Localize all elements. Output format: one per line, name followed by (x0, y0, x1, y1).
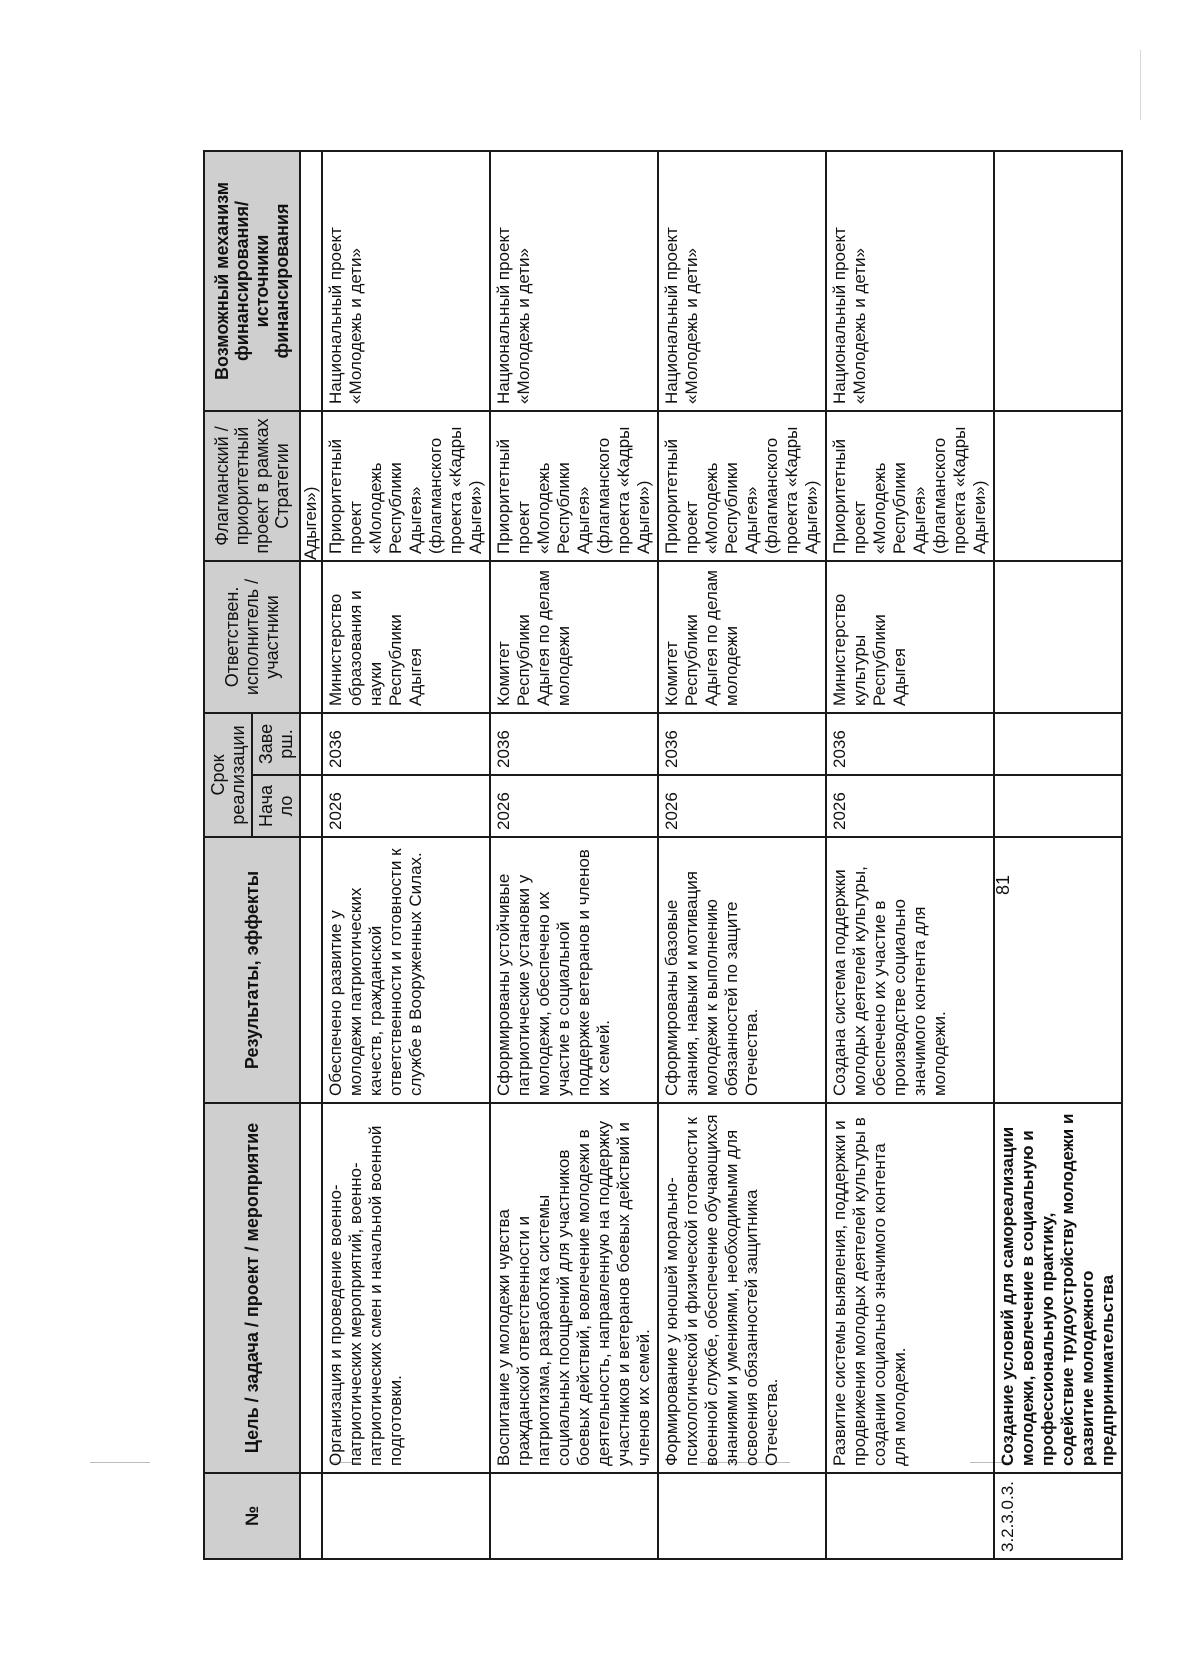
row-financing: Национальный проект «Молодежь и дети» (658, 151, 826, 411)
row-goal: Формирование у юношей морально-психологической и физической готовности к военной службе, обеспечение обучающихся знаниями и умениями, необходимыми для освоения обязанностей защитника Отечества. (658, 1103, 826, 1473)
col-results-header: Результаты, эффекты (204, 837, 300, 1103)
row-responsible: Комитет Республики Адыгея по делам молодежи (658, 561, 826, 713)
continuation-flagship: Адыгеи») (300, 411, 322, 561)
col-num-header: № (204, 1473, 300, 1559)
row-financing: Национальный проект «Молодежь и дети» (322, 151, 490, 411)
page-number: 81 (993, 874, 1013, 895)
row-start: 2026 (322, 775, 490, 837)
row-end: 2036 (658, 713, 826, 775)
col-start-header: Начало (252, 775, 300, 837)
col-flagship-header: Флагманский / приоритетный проект в рамках Стратегии (204, 411, 300, 561)
row-goal: Развитие системы выявления, поддержки и продвижения молодых деятелей культуры в создании социально значимого контента для молодежи. (826, 1103, 994, 1473)
row-start: 2026 (490, 775, 658, 837)
section-num: 3.2.3.0.3. (994, 1473, 1122, 1559)
row-end: 2036 (490, 713, 658, 775)
row-responsible: Министерство культуры Республики Адыгея (826, 561, 994, 713)
table-header-row (204, 151, 252, 1559)
row-end: 2036 (826, 713, 994, 775)
row-results: Обеспечено развитие у молодежи патриотических качеств, гражданской ответственности и готовности к службе в Вооруженных Силах. (322, 837, 490, 1103)
table-row (826, 151, 994, 1559)
row-start: 2026 (658, 775, 826, 837)
row-results: Создана система поддержки молодых деятелей культуры, обеспечено их участие в производстве социально значимого контента для молодежи. (826, 837, 994, 1103)
table-row (322, 151, 490, 1559)
row-results: Сформированы устойчивые патриотические установки у молодежи, обеспечено их участие в социальной поддержке ветеранов и членов их семей. (490, 837, 658, 1103)
row-num (826, 1473, 994, 1559)
row-num (322, 1473, 490, 1559)
row-goal: Воспитание у молодежи чувства гражданской ответственности и патриотизма, разработка системы социальных поощрений для участников боевых действий, вовлечение молодежи в деятельность, направленную на поддержку участников и ветеранов боевых действий и членов их семей. (490, 1103, 658, 1473)
row-flagship: Приоритетный проект «Молодежь Республики Адыгея» (флагманского проекта «Кадры Адыгеи») (658, 411, 826, 561)
row-end: 2036 (322, 713, 490, 775)
row-flagship: Приоритетный проект «Молодежь Республики Адыгея» (флагманского проекта «Кадры Адыгеи») (490, 411, 658, 561)
row-goal: Организация и проведение военно-патриотических мероприятий, военно-патриотических смен и начальной военной подготовки. (322, 1103, 490, 1473)
col-financing-header: Возможный механизм финансирования/ источники финансирования (204, 151, 300, 411)
rotated-content (173, 90, 1117, 1590)
row-responsible: Министерство образования и науки Республики Адыгея (322, 561, 490, 713)
row-financing: Национальный проект «Молодежь и дети» (826, 151, 994, 411)
table-row (658, 151, 826, 1559)
scan-artifact (1140, 50, 1141, 120)
row-flagship: Приоритетный проект «Молодежь Республики Адыгея» (флагманского проекта «Кадры Адыгеи») (322, 411, 490, 561)
col-term-header: Срок реализации (204, 713, 252, 837)
section-goal: Создание условий для самореализации молодежи, вовлечение в социальную и профессиональную практику, содействие трудоустройству молодежи и развитие молодежного предпринимательства (994, 1103, 1122, 1473)
continuation-row (300, 151, 322, 1559)
scan-artifact (90, 1462, 150, 1463)
col-responsible-header: Ответствен. исполнитель / участники (204, 561, 300, 713)
col-end-header: Заверш. (252, 713, 300, 775)
row-results: Сформированы базовые знания, навыки и мотивация молодежи к выполнению обязанностей по защите Отечества. (658, 837, 826, 1103)
table-row (490, 151, 658, 1559)
row-start: 2026 (826, 775, 994, 837)
row-num (658, 1473, 826, 1559)
row-num (490, 1473, 658, 1559)
row-responsible: Комитет Республики Адыгея по делам молодежи (490, 561, 658, 713)
row-flagship: Приоритетный проект «Молодежь Республики Адыгея» (флагманского проекта «Кадры Адыгеи») (826, 411, 994, 561)
strategy-table (203, 150, 1123, 1560)
col-goal-header: Цель / задача / проект / мероприятие (204, 1103, 300, 1473)
section-row (994, 151, 1122, 1559)
row-financing: Национальный проект «Молодежь и дети» (490, 151, 658, 411)
